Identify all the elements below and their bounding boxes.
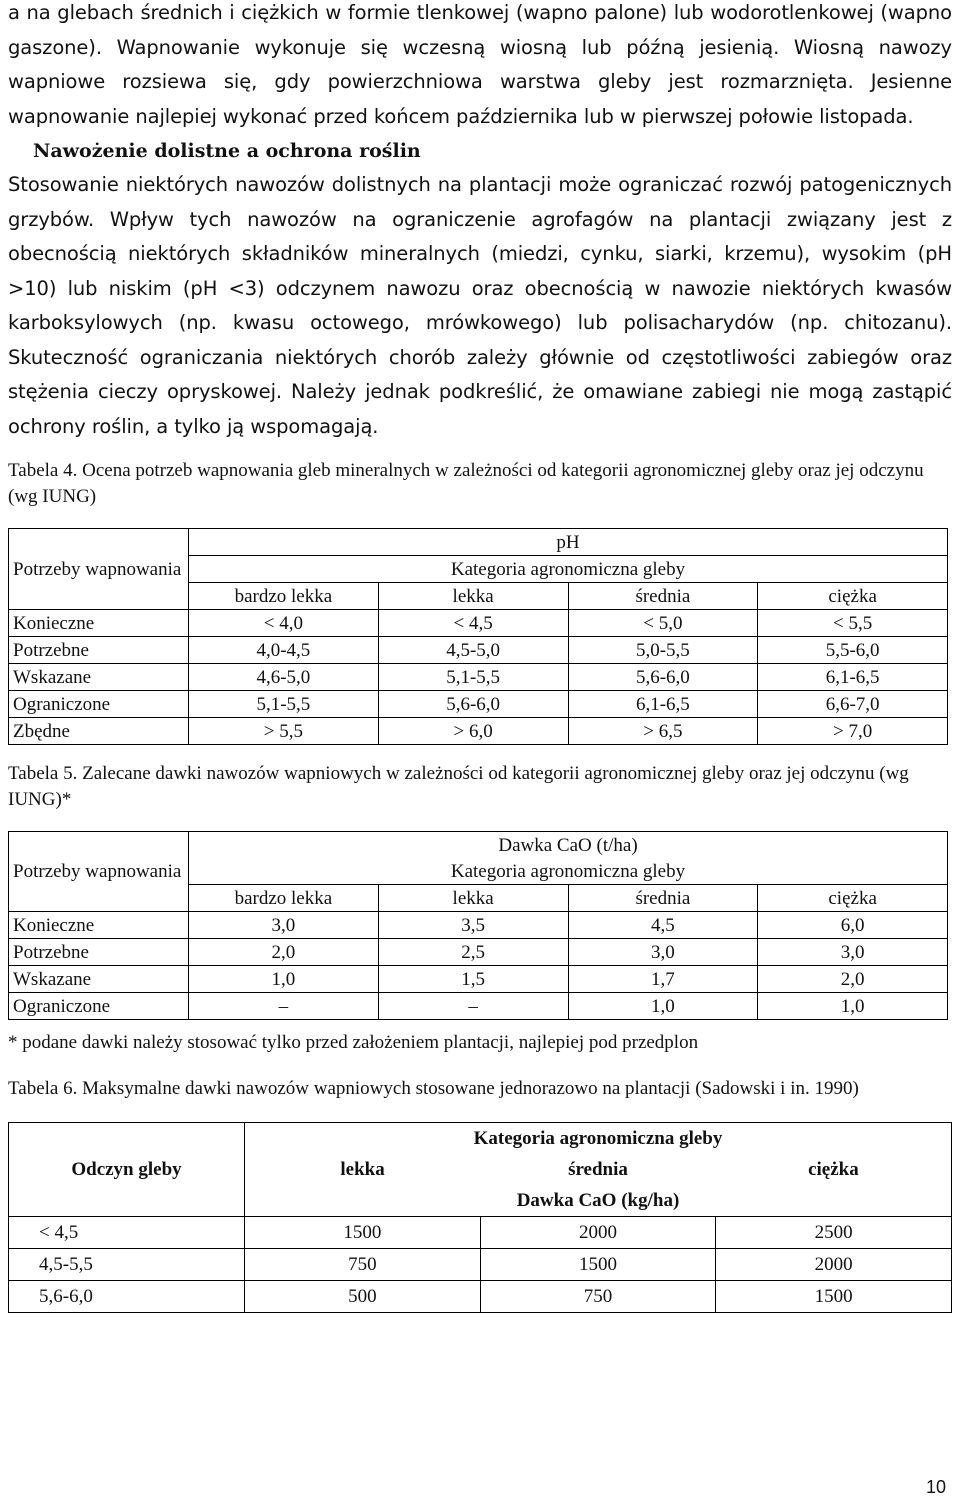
table5-cell: 1,0 xyxy=(568,993,758,1020)
table4-col-header: bardzo lekka xyxy=(189,583,379,610)
table5-cell: 2,5 xyxy=(378,939,568,966)
table5-cell: 1,0 xyxy=(189,966,379,993)
intro-paragraph: a na glebach średnich i ciężkich w formie tlenkowej (wapno palone) lub wodorotlenkowej (wapno gaszone). Wapnowanie wykonuje się wczesną wiosną lub późną jesienią. Wiosną nawozy wapniowe rozsiewa się, gdy powierzchniowa warstwa gleby jest rozmarznięta. Jesienne wapnowanie najlepiej wykonać przed końcem października lub w pierwszej połowie listopada. xyxy=(8,1,952,128)
table5-cell: 4,5 xyxy=(568,912,758,939)
table6-cell: 500 xyxy=(245,1281,481,1313)
table6-row-label: < 4,5 xyxy=(9,1217,245,1249)
table4-row-label: Wskazane xyxy=(9,664,189,691)
table6-col-header: ciężka xyxy=(716,1154,952,1185)
table4-cell: > 6,0 xyxy=(378,718,568,745)
table4-cell: 4,5-5,0 xyxy=(378,637,568,664)
table5-row-label: Potrzebne xyxy=(9,939,189,966)
section-heading: Nawożenie dolistne a ochrona roślin xyxy=(33,140,421,162)
table5-cell: 2,0 xyxy=(189,939,379,966)
table5-row-header: Potrzeby wapnowania xyxy=(9,832,189,912)
table5-cell: 3,0 xyxy=(189,912,379,939)
table-row xyxy=(9,1249,952,1281)
document-page xyxy=(8,0,952,1313)
table4-cell: < 4,0 xyxy=(189,610,379,637)
table5-cell: 1,5 xyxy=(378,966,568,993)
table5-col-header: ciężka xyxy=(758,885,948,912)
table4-row-label: Konieczne xyxy=(9,610,189,637)
table5-group-header: Dawka CaO (t/ha) xyxy=(189,832,948,859)
table6-cell: 2000 xyxy=(480,1217,716,1249)
table4-row-label: Potrzebne xyxy=(9,637,189,664)
table6-cell: 1500 xyxy=(480,1249,716,1281)
table5-cell: 6,0 xyxy=(758,912,948,939)
table4-cell: 4,0-4,5 xyxy=(189,637,379,664)
table4-group-header: pH xyxy=(189,529,948,556)
table4-cell: 6,1-6,5 xyxy=(568,691,758,718)
table4 xyxy=(8,528,948,745)
table5-row-label: Ograniczone xyxy=(9,993,189,1020)
table5-cell: – xyxy=(378,993,568,1020)
table4-category-header: Kategoria agronomiczna gleby xyxy=(189,556,948,583)
table4-caption: Tabela 4. Ocena potrzeb wapnowania gleb mineralnych w zależności od kategorii agronomicznej gleby oraz jej odczynu (wg IUNG) xyxy=(8,460,924,507)
table6-caption: Tabela 6. Maksymalne dawki nawozów wapniowych stosowane jednorazowo na plantacji (Sadowski i in. 1990) xyxy=(8,1078,859,1099)
table6-cell: 1500 xyxy=(716,1281,952,1313)
table4-cell: 5,6-6,0 xyxy=(568,664,758,691)
table6-category-header: Kategoria agronomiczna gleby xyxy=(245,1123,952,1155)
table6-row-label: 5,6-6,0 xyxy=(9,1281,245,1313)
table-row xyxy=(9,691,948,718)
table4-cell: 5,0-5,5 xyxy=(568,637,758,664)
table4-cell: 5,1-5,5 xyxy=(378,664,568,691)
table6-cell: 750 xyxy=(245,1249,481,1281)
table4-cell: < 5,0 xyxy=(568,610,758,637)
table4-cell: > 5,5 xyxy=(189,718,379,745)
table-row xyxy=(9,1281,952,1313)
table-row xyxy=(9,912,948,939)
page-number: 10 xyxy=(925,1477,946,1497)
table4-cell: 5,5-6,0 xyxy=(758,637,948,664)
table4-cell: 5,1-5,5 xyxy=(189,691,379,718)
table6-row-label: 4,5-5,5 xyxy=(9,1249,245,1281)
table4-cell: 5,6-6,0 xyxy=(378,691,568,718)
table5-cell: 3,0 xyxy=(568,939,758,966)
table5-col-header: średnia xyxy=(568,885,758,912)
table4-cell: 4,6-5,0 xyxy=(189,664,379,691)
table4-cell: 6,6-7,0 xyxy=(758,691,948,718)
table6-col-header: lekka xyxy=(245,1154,481,1185)
table5-category-header: Kategoria agronomiczna gleby xyxy=(189,858,948,885)
table6-unit-header: Dawka CaO (kg/ha) xyxy=(245,1185,952,1217)
table5-cell: 2,0 xyxy=(758,966,948,993)
table5-row-label: Wskazane xyxy=(9,966,189,993)
table5-cell: 3,0 xyxy=(758,939,948,966)
table5 xyxy=(8,831,948,1020)
table-row xyxy=(9,939,948,966)
table5-col-header: bardzo lekka xyxy=(189,885,379,912)
table6-cell: 1500 xyxy=(245,1217,481,1249)
table6 xyxy=(8,1122,952,1313)
section-paragraph: Stosowanie niektórych nawozów dolistnych na plantacji może ograniczać rozwój patogenicznych grzybów. Wpływ tych nawozów na ograniczenie agrofagów na plantacji związany jest z obecnością niektórych składników mineralnych (miedzi, cynku, siarki, krzemu), wysokim (pH >10) lub niskim (pH <3) odczynem nawozu oraz obecnością w nawozie niektórych kwasów karboksylowych (np. kwasu octowego, mrówkowego) lub polisacharydów (np. chitozanu). Skuteczność ograniczania niektórych chorób zależy głównie od częstotliwości zabiegów oraz stężenia cieczy opryskowej. Należy jednak podkreślić, że omawiane zabiegi nie mogą zastąpić ochrony roślin, a tylko ją wspomagają. xyxy=(8,173,952,438)
table4-col-header: średnia xyxy=(568,583,758,610)
table4-cell: > 7,0 xyxy=(758,718,948,745)
table5-cell: 1,0 xyxy=(758,993,948,1020)
table5-cell: 3,5 xyxy=(378,912,568,939)
table4-col-header: ciężka xyxy=(758,583,948,610)
table5-cell: – xyxy=(189,993,379,1020)
table5-row-label: Konieczne xyxy=(9,912,189,939)
table-row xyxy=(9,1217,952,1249)
table4-row-label: Ograniczone xyxy=(9,691,189,718)
table4-cell: > 6,5 xyxy=(568,718,758,745)
table6-cell: 2500 xyxy=(716,1217,952,1249)
table5-col-header: lekka xyxy=(378,885,568,912)
table6-row-header: Odczyn gleby xyxy=(9,1123,245,1217)
table-row xyxy=(9,718,948,745)
table-row xyxy=(9,993,948,1020)
table6-col-header: średnia xyxy=(568,1159,628,1180)
table-row xyxy=(9,610,948,637)
table5-cell: 1,7 xyxy=(568,966,758,993)
table-row xyxy=(9,637,948,664)
table-row xyxy=(9,966,948,993)
table4-row-label: Zbędne xyxy=(9,718,189,745)
table4-row-header: Potrzeby wapnowania xyxy=(9,529,189,610)
table5-caption: Tabela 5. Zalecane dawki nawozów wapniowych w zależności od kategorii agronomicznej gleby oraz jej odczynu (wg IUNG)* xyxy=(8,763,909,810)
table6-cell: 750 xyxy=(480,1281,716,1313)
table5-footnote: * podane dawki należy stosować tylko przed założeniem plantacji, najlepiej pod przedplon xyxy=(8,1032,699,1053)
table4-cell: 6,1-6,5 xyxy=(758,664,948,691)
table6-cell: 2000 xyxy=(716,1249,952,1281)
table-row xyxy=(9,664,948,691)
table4-col-header: lekka xyxy=(378,583,568,610)
table4-cell: < 5,5 xyxy=(758,610,948,637)
table4-cell: < 4,5 xyxy=(378,610,568,637)
